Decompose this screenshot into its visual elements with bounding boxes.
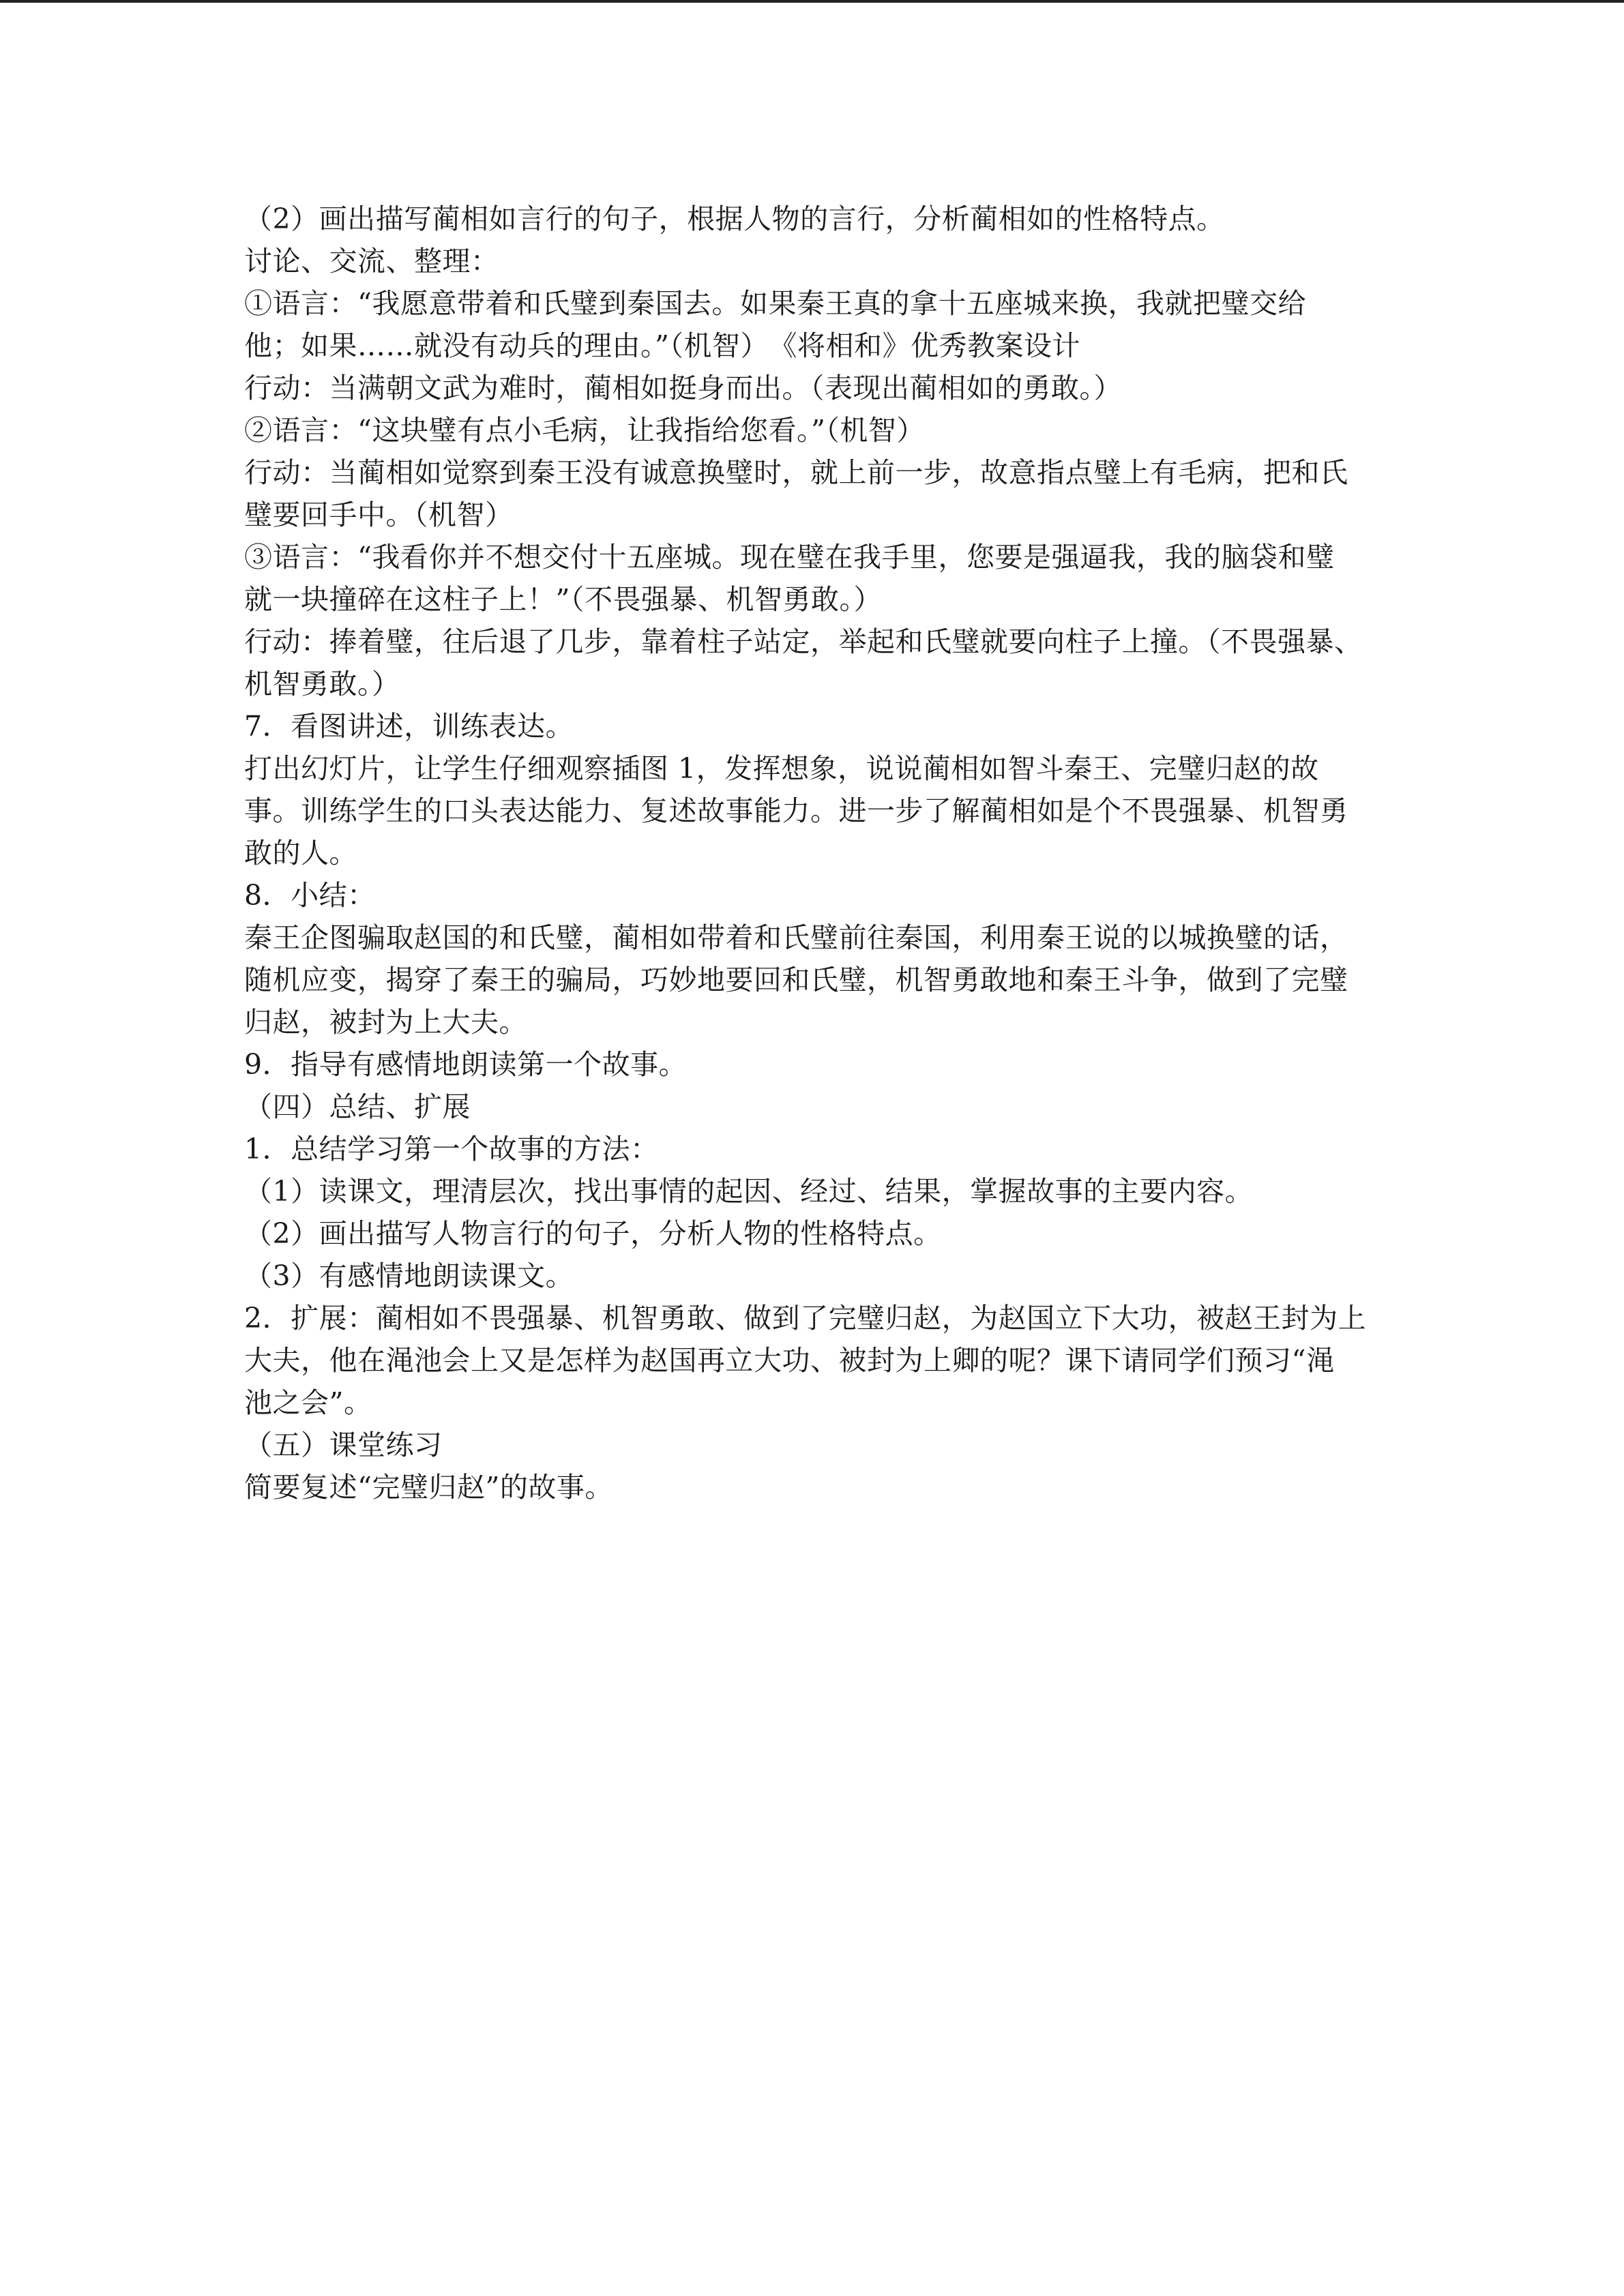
document-body <box>244 198 1390 1508</box>
text-line: 秦王企图骗取赵国的和氏璧，蔺相如带着和氏璧前往秦国，利用秦王说的以城换璧的话， <box>244 921 1348 954</box>
text-line: ②语言：“这块璧有点小毛病，让我指给您看。”（机智） <box>244 414 925 447</box>
section-heading: 9．指导有感情地朗读第一个故事。 <box>244 1048 688 1081</box>
text-line: 璧要回手中。（机智） <box>244 498 514 531</box>
text-line: 讨论、交流、整理： <box>244 245 499 278</box>
text-line: 简要复述“完璧归赵”的故事。 <box>244 1471 613 1504</box>
text-line: 行动：当蔺相如觉察到秦王没有诚意换璧时，就上前一步，故意指点璧上有毛病，把和氏 <box>244 456 1348 489</box>
text-line: （2）画出描写人物言行的句子，分析人物的性格特点。 <box>244 1217 942 1250</box>
text-line: 他；如果……就没有动兵的理由。”（机智） 《将相和》优秀教案设计 <box>244 329 1080 362</box>
section-heading: （五）课堂练习 <box>244 1429 443 1461</box>
page-top-border <box>0 0 1624 3</box>
text-line: ①语言：“我愿意带着和氏璧到秦国去。如果秦王真的拿十五座城来换，我就把璧交给 <box>244 287 1306 320</box>
text-line: 归赵，被封为上大夫。 <box>244 1006 527 1039</box>
text-line: （3）有感情地朗读课文。 <box>244 1259 574 1292</box>
text-line: 机智勇敢。） <box>244 668 400 700</box>
text-line: 随机应变，揭穿了秦王的骗局，巧妙地要回和氏璧，机智勇敢地和秦王斗争，做到了完璧 <box>244 964 1348 996</box>
section-heading: 7．看图讲述，训练表达。 <box>244 710 574 743</box>
text-line: 池之会”。 <box>244 1386 372 1419</box>
text-line: （1）读课文，理清层次，找出事情的起因、经过、结果，掌握故事的主要内容。 <box>244 1175 1254 1208</box>
section-heading: 1．总结学习第一个故事的方法： <box>244 1133 659 1165</box>
text-line: 就一块撞碎在这柱子上！”（不畏强暴、机智勇敢。） <box>244 583 882 616</box>
text-line: ③语言：“我看你并不想交付十五座城。现在璧在我手里，您要是强逼我，我的脑袋和璧 <box>244 541 1335 573</box>
section-heading: 8．小结： <box>244 879 376 912</box>
text-line: 行动：当满朝文武为难时，蔺相如挺身而出。（表现出蔺相如的勇敢。） <box>244 372 1122 404</box>
text-line: 2．扩展：蔺相如不畏强暴、机智勇敢、做到了完璧归赵，为赵国立下大功，被赵王封为上 <box>244 1302 1367 1335</box>
text-line: （2）画出描写蔺相如言行的句子，根据人物的言行，分析蔺相如的性格特点。 <box>244 203 1225 235</box>
text-line: 打出幻灯片，让学生仔细观察插图 1，发挥想象，说说蔺相如智斗秦王、完璧归赵的故 <box>244 752 1319 785</box>
text-line: 大夫，他在渑池会上又是怎样为赵国再立大功、被封为上卿的呢？课下请同学们预习“渑 <box>244 1344 1335 1377</box>
text-line: 事。训练学生的口头表达能力、复述故事能力。进一步了解蔺相如是个不畏强暴、机智勇 <box>244 794 1348 827</box>
text-line: 敢的人。 <box>244 837 357 869</box>
text-line: 行动：捧着璧，往后退了几步，靠着柱子站定，举起和氏璧就要向柱子上撞。（不畏强暴、 <box>244 625 1363 658</box>
section-heading: （四）总结、扩展 <box>244 1090 471 1123</box>
